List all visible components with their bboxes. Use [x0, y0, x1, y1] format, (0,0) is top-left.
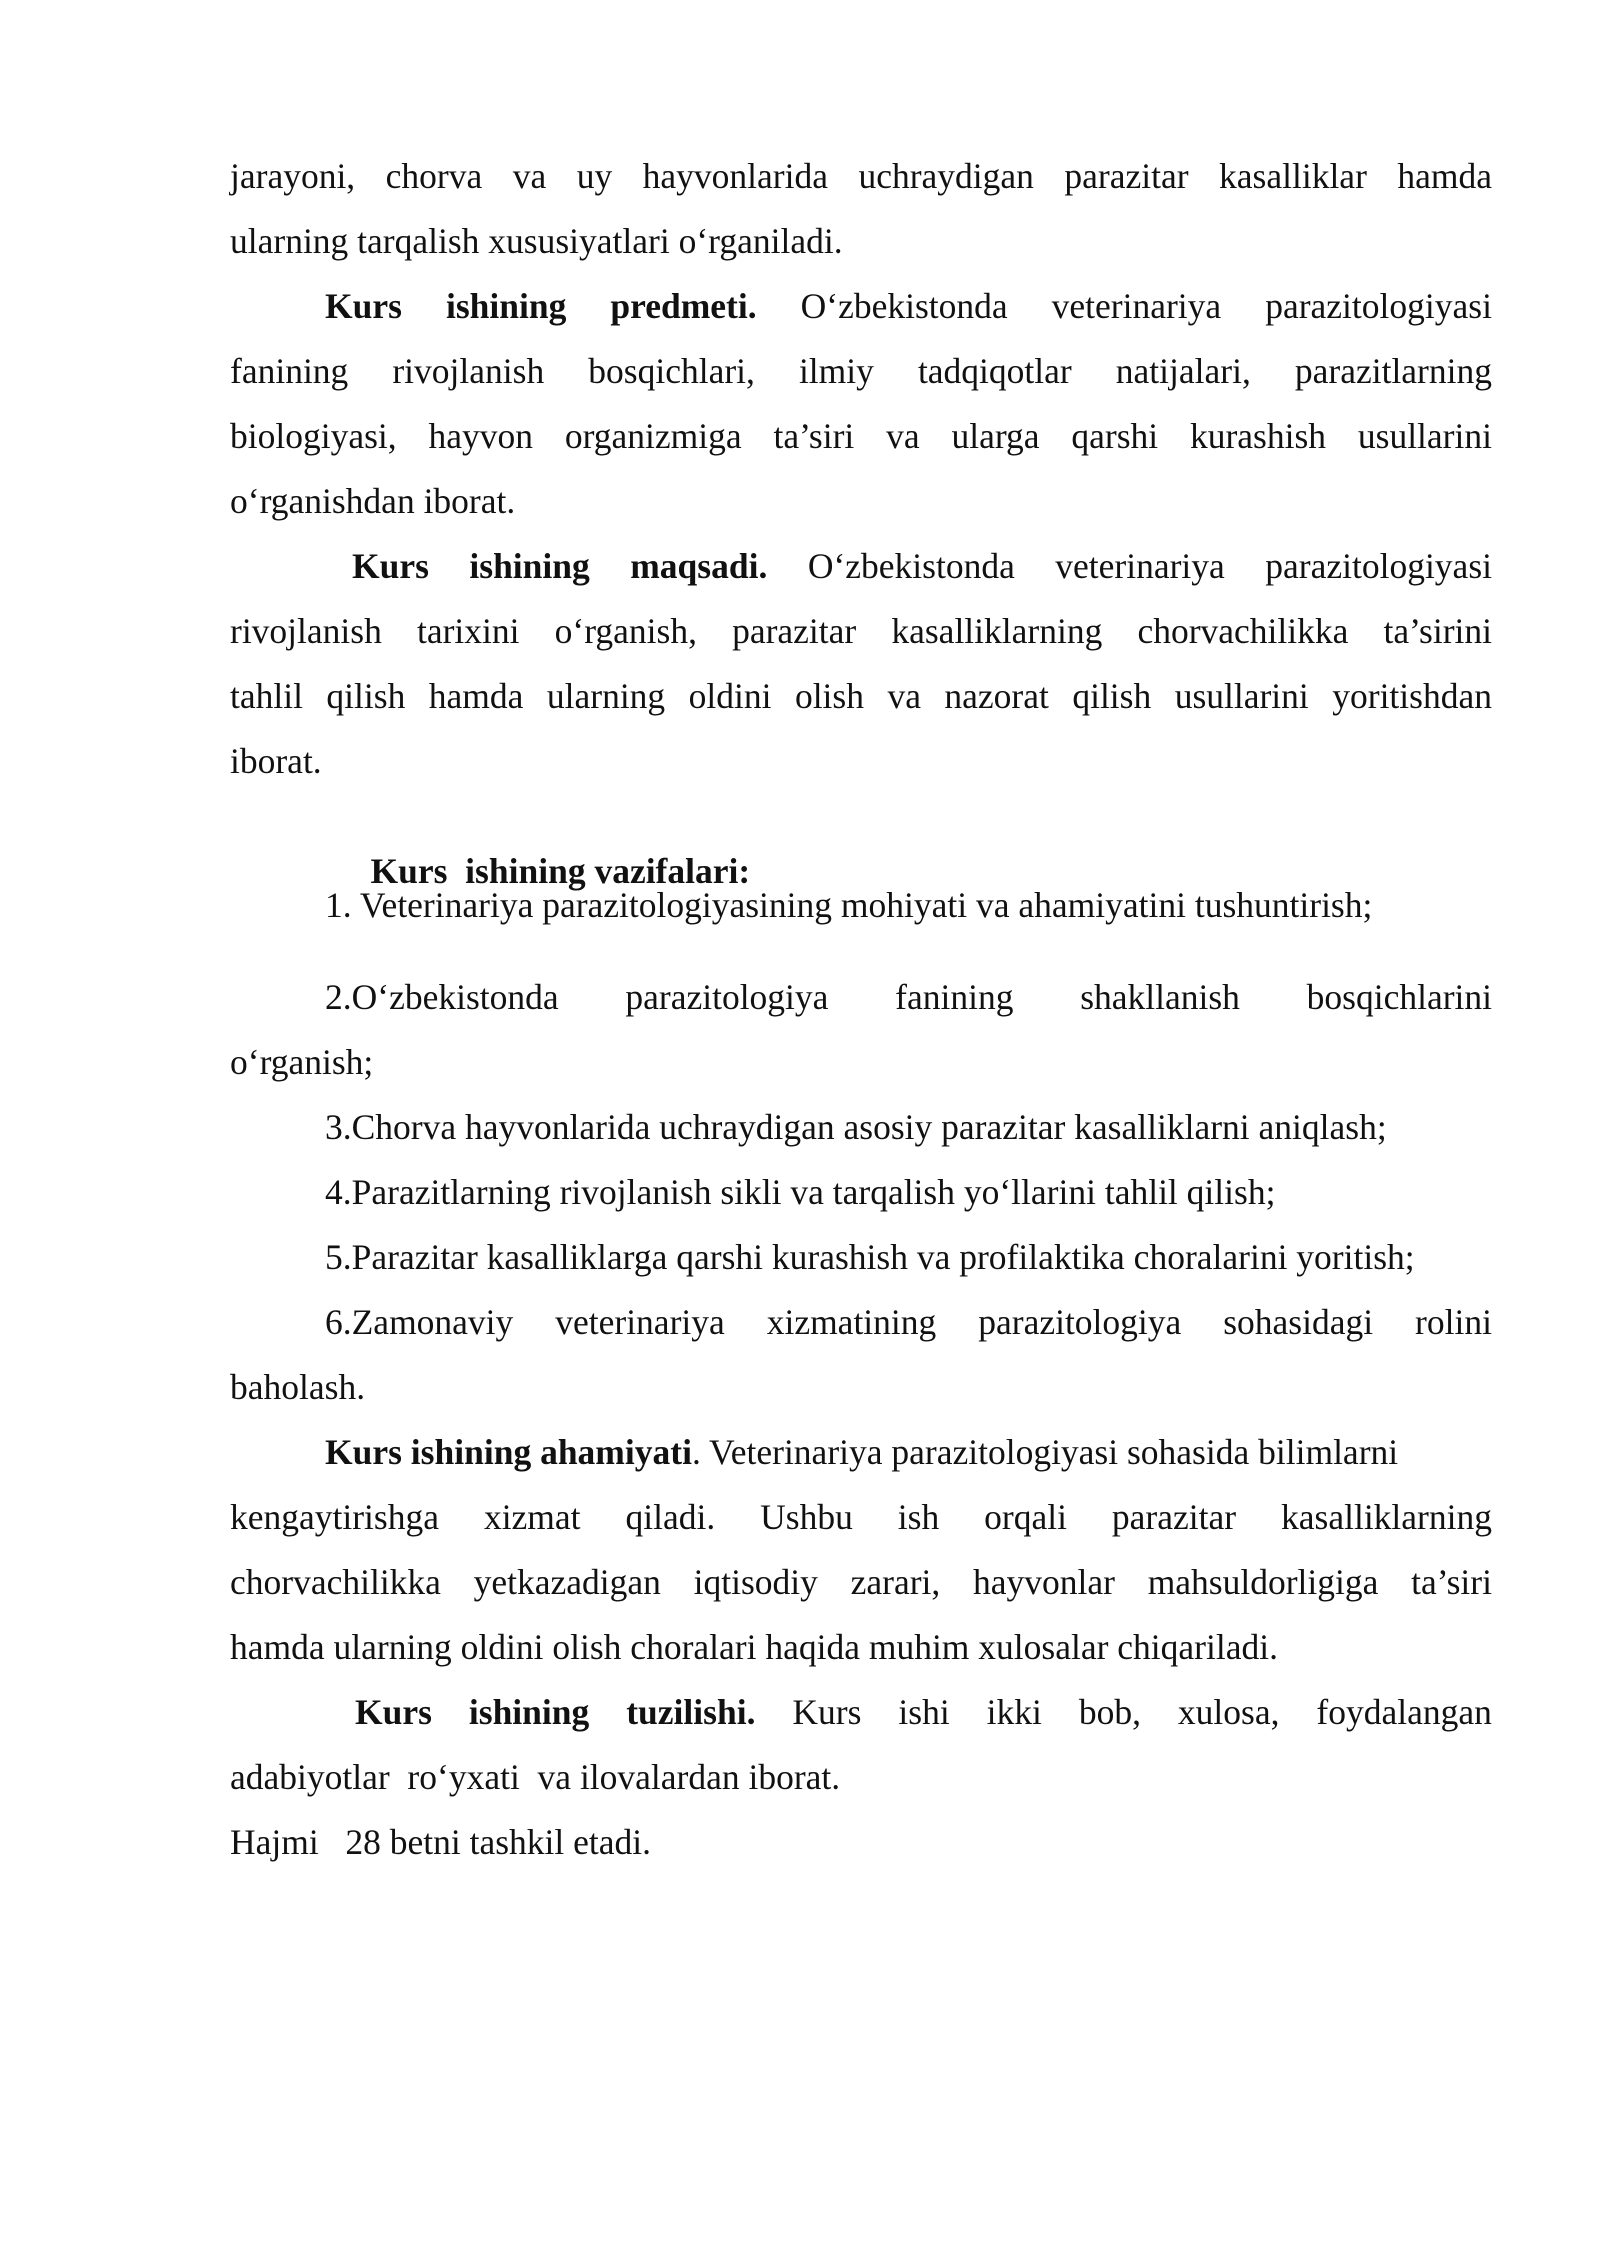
word: 2.O‘zbekistonda — [325, 977, 559, 1017]
maqsad-heading-word: Kurs — [352, 546, 429, 586]
word: ta’siri — [773, 416, 855, 456]
word: usullarini — [1357, 416, 1492, 456]
word: xizmat — [483, 1497, 581, 1537]
maqsad-line-2 — [230, 609, 1492, 653]
word: Ushbu — [760, 1497, 853, 1537]
maqsad-line-1 — [352, 544, 1492, 588]
word: oldini — [688, 676, 772, 716]
word: parazitar — [1111, 1497, 1237, 1537]
word: olish — [794, 676, 864, 716]
ahamiyat-line-1-rest: . Veterinariya parazitologiyasi sohasida bilimlarni — [691, 1432, 1399, 1472]
ahamiyat-line-4: hamda ularning oldini olish choralari haqida muhim xulosalar chiqariladi. — [230, 1627, 1278, 1667]
word: bob, — [1078, 1692, 1141, 1732]
tuzilishi-heading-word: ishining — [468, 1692, 590, 1732]
word: chorvachilikka — [230, 1562, 441, 1602]
word: fanining — [895, 977, 1014, 1017]
vazifalar-item-2-line-2: o‘rganish; — [230, 1042, 374, 1082]
intro-line-1 — [230, 154, 1492, 198]
word: qarshi — [1071, 416, 1159, 456]
word: parazitologiyasi — [1265, 286, 1492, 326]
word: va — [512, 156, 547, 196]
word: rivojlanish — [392, 351, 545, 391]
predmet-line-1 — [325, 284, 1492, 328]
predmet-heading-word: predmeti. — [610, 286, 757, 326]
word: uy — [576, 156, 613, 196]
word: parazitologiyasi — [1265, 546, 1492, 586]
word: shakllanish — [1080, 977, 1240, 1017]
word: qilish — [1072, 676, 1152, 716]
vazifalar-item-1: 1. Veterinariya parazitologiyasining mohiyati va ahamiyatini tushuntirish; — [325, 885, 1373, 925]
word: kasalliklarning — [891, 611, 1103, 651]
tuzilishi-heading-word: tuzilishi. — [626, 1692, 756, 1732]
word: xulosa, — [1177, 1692, 1280, 1732]
word: chorvachilikka — [1137, 611, 1349, 651]
predmet-line-3 — [230, 414, 1492, 458]
vazifalar-item-6-line-2: baholash. — [230, 1367, 366, 1407]
word: bosqichlari, — [588, 351, 755, 391]
predmet-heading-word: ishining — [445, 286, 567, 326]
word: yetkazadigan — [473, 1562, 661, 1602]
tuzilishi-line-1 — [355, 1690, 1492, 1734]
tuzilishi-heading-word: Kurs — [355, 1692, 432, 1732]
vazifalar-item-3: 3.Chorva hayvonlarida uchraydigan asosiy parazitar kasalliklarni aniqlash; — [325, 1107, 1387, 1147]
word: veterinariya — [1051, 286, 1222, 326]
word: usullarini — [1174, 676, 1309, 716]
ahamiyat-line-1-inner — [325, 1430, 1398, 1474]
word: nazorat — [944, 676, 1049, 716]
word: bosqichlarini — [1306, 977, 1492, 1017]
word: sohasidagi — [1223, 1302, 1374, 1342]
word: 6.Zamonaviy — [325, 1302, 514, 1342]
word: parazitar — [732, 611, 857, 651]
word: rivojlanish — [230, 611, 382, 651]
word: parazitar — [1064, 156, 1189, 196]
word: iqtisodiy — [693, 1562, 818, 1602]
ahamiyat-line-3 — [230, 1560, 1492, 1604]
vazifalar-item-2-line-1 — [325, 975, 1492, 1019]
word: Kurs — [792, 1692, 862, 1732]
word: ta’sirini — [1383, 611, 1492, 651]
word: kurashish — [1189, 416, 1327, 456]
word: zarari, — [850, 1562, 941, 1602]
maqsad-heading-word: maqsadi. — [630, 546, 768, 586]
word: ilmiy — [798, 351, 874, 391]
word: veterinariya — [1055, 546, 1225, 586]
word: rolini — [1415, 1302, 1492, 1342]
ahamiyat-line-2 — [230, 1495, 1492, 1539]
word: va — [887, 676, 921, 716]
word: hamda — [428, 676, 524, 716]
word: tahlil — [230, 676, 303, 716]
word: hayvonlar — [973, 1562, 1115, 1602]
word: O‘zbekistonda — [800, 286, 1008, 326]
word: natijalari, — [1115, 351, 1251, 391]
word: tarixini — [416, 611, 520, 651]
word: parazitologiya — [625, 977, 829, 1017]
vazifalar-heading-text: Kurs ishining vazifalari: — [370, 851, 751, 891]
word: va — [886, 416, 920, 456]
ahamiyat-line-1 — [325, 1430, 1492, 1474]
maqsad-heading-word: ishining — [469, 546, 590, 586]
word: veterinariya — [555, 1302, 725, 1342]
word: xizmatining — [766, 1302, 937, 1342]
word: ularning — [546, 676, 666, 716]
word: hayvonlarida — [642, 156, 828, 196]
intro-line-2: ularning tarqalish xususiyatlari o‘rganiladi. — [230, 221, 843, 261]
vazifalar-heading — [335, 805, 751, 891]
word: ikki — [986, 1692, 1042, 1732]
ahamiyat-heading: Kurs ishining ahamiyati — [325, 1432, 692, 1472]
word: parazitlarning — [1294, 351, 1492, 391]
word: o‘rganish, — [554, 611, 697, 651]
word: hamda — [1397, 156, 1492, 196]
word: foydalangan — [1316, 1692, 1492, 1732]
word: qiladi. — [625, 1497, 716, 1537]
word: kasalliklar — [1219, 156, 1367, 196]
word: organizmiga — [564, 416, 742, 456]
tuzilishi-line-2: adabiyotlar ro‘yxati va ilovalardan iborat. — [230, 1757, 841, 1797]
word: kasalliklarning — [1281, 1497, 1492, 1537]
word: qilish — [326, 676, 406, 716]
word: ish — [897, 1497, 940, 1537]
vazifalar-item-4: 4.Parazitlarning rivojlanish sikli va tarqalish yo‘llarini tahlil qilish; — [325, 1172, 1276, 1212]
word: ta’siri — [1411, 1562, 1492, 1602]
word: ularga — [951, 416, 1040, 456]
word: hayvon — [428, 416, 533, 456]
word: biologiyasi, — [230, 416, 397, 456]
predmet-heading-word: Kurs — [325, 286, 402, 326]
word: uchraydigan — [858, 156, 1034, 196]
word: yoritishdan — [1332, 676, 1492, 716]
word: parazitologiya — [978, 1302, 1182, 1342]
tuzilishi-line-3: Hajmi 28 betni tashkil etadi. — [230, 1822, 651, 1862]
maqsad-line-3 — [230, 674, 1492, 718]
word: mahsuldorligiga — [1147, 1562, 1379, 1602]
word: ishi — [898, 1692, 950, 1732]
maqsad-line-4: iborat. — [230, 741, 322, 781]
word: kengaytirishga — [230, 1497, 439, 1537]
vazifalar-item-6-line-1 — [325, 1300, 1492, 1344]
vazifalar-item-5: 5.Parazitar kasalliklarga qarshi kurashish va profilaktika choralarini yoritish; — [325, 1237, 1415, 1277]
word: fanining — [230, 351, 349, 391]
word: jarayoni, — [230, 156, 356, 196]
word: O‘zbekistonda — [807, 546, 1015, 586]
word: orqali — [984, 1497, 1067, 1537]
predmet-line-2 — [230, 349, 1492, 393]
word: chorva — [385, 156, 483, 196]
word: tadqiqotlar — [917, 351, 1072, 391]
predmet-line-4: o‘rganishdan iborat. — [230, 481, 516, 521]
